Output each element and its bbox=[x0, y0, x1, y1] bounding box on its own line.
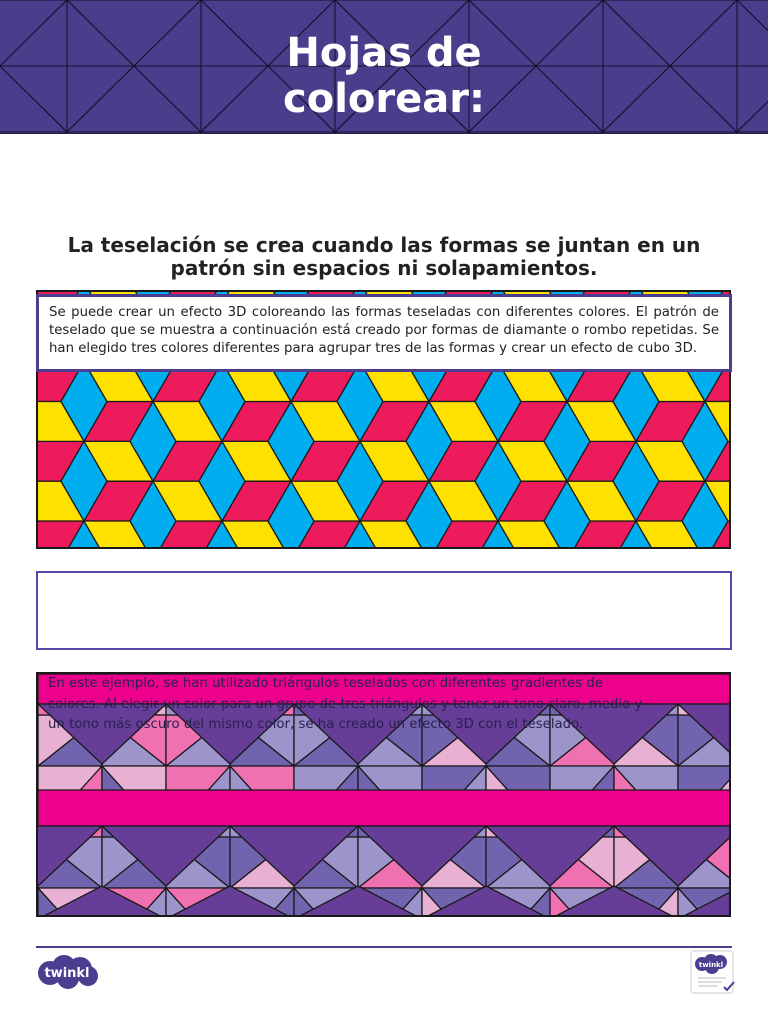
intro-text-box bbox=[36, 294, 732, 372]
title-line-1: Hojas de bbox=[286, 30, 482, 76]
blank-text-box bbox=[36, 571, 732, 650]
magenta-band bbox=[38, 790, 731, 826]
twinkl-logo-text: twinkl bbox=[44, 966, 90, 981]
header-triangle bbox=[201, 132, 335, 133]
quality-badge bbox=[690, 950, 738, 1000]
page-header bbox=[0, 0, 768, 134]
header-triangle bbox=[67, 132, 201, 133]
header-triangle bbox=[603, 132, 737, 133]
intro-paragraph: Se puede crear un efecto 3D coloreando las formas teseladas con diferentes colores. El patrón de teselado que se muestra a continuación está creado por formas de diamante o rombo repetidas. Se han elegido tres colores diferentes para agrupar tres de las formas y crear un efecto de cubo 3D. bbox=[49, 305, 719, 356]
page-title bbox=[0, 30, 768, 122]
example-paragraph: En este ejemplo, se han utilizado triángulos teselados con diferentes gradientes de colores. Al elegir un color para un grupo de tres triángulos y tener un tono claro, medio y un tono más oscuro del mismo color, se ha creado un efecto 3D con el teselado. bbox=[48, 676, 643, 732]
badge-text: twinkl bbox=[698, 961, 724, 969]
header-triangle bbox=[0, 132, 67, 133]
twinkl-logo[interactable] bbox=[36, 954, 98, 994]
intro-heading: La teselación se crea cuando las formas se juntan en un patrón sin espacios ni solapamientos. bbox=[67, 233, 701, 280]
footer-divider bbox=[36, 946, 732, 948]
header-triangle bbox=[737, 132, 768, 133]
header-triangle bbox=[469, 132, 603, 133]
title-line-2: colorear: bbox=[283, 76, 485, 122]
header-triangle bbox=[335, 132, 469, 133]
